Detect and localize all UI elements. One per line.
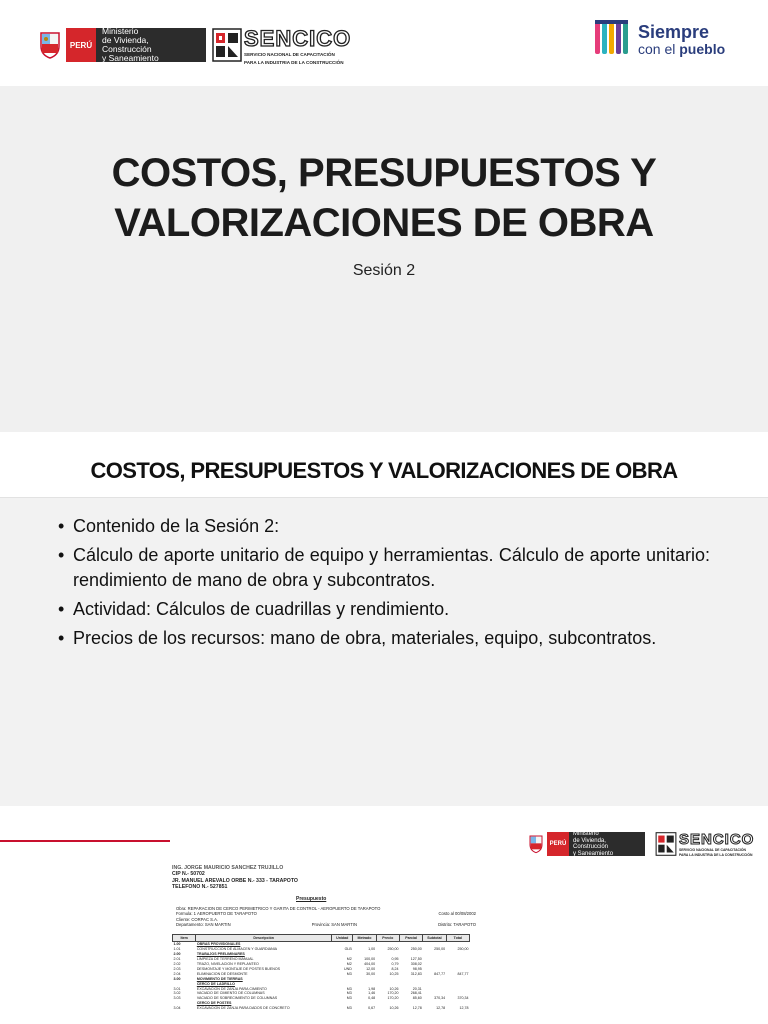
cell-item: 2.00 [173,952,181,957]
coat-of-arms-icon [528,834,544,854]
budget-table-body [173,942,470,1011]
cell-item: 3.02 [173,991,181,996]
ministry-line: de Vivienda, Construcción [102,35,152,54]
cell-unit: GLB [344,947,352,952]
title-line: VALORIZACIONES DE OBRA [114,201,654,245]
sencico-subtitle: PARA LA INDUSTRIA DE LA CONSTRUCCIÓN [679,853,753,857]
info-row [176,922,476,927]
tagline-part-bold: pueblo [679,40,726,57]
slide-title: COSTOS, PRESUPUESTOS Y VALORIZACIONES DE OBRA [90,458,678,483]
cell-description: TRAZO, NIVELACION Y REPLANTEO [196,962,259,967]
cell-total: 250,00 [457,947,469,952]
header-accent-line [0,840,170,842]
column-header: Unidad [332,935,353,942]
ministry-line: Ministerio [102,26,139,36]
cell-parcial: 85,60 [412,996,422,1001]
engineer-name: ING. JORGE MAURICIO SANCHEZ TRUJILLO [172,865,284,871]
session-subtitle: Sesión 2 [352,262,416,279]
cell-description: EXCAVACION DE ZANJA PARA DADOS DE CONCRETO [196,1006,290,1011]
cell-precio: 10,26 [389,986,399,991]
cell-unit: M3 [346,971,352,976]
peru-label: PERÚ [547,832,569,856]
sencico-mark-icon [212,28,242,62]
siempre-tagline [638,42,725,56]
ministry-logo [528,832,645,856]
project-info [176,906,476,927]
cell-metrado: 404,00 [364,962,376,967]
cell-metrado: 30,00 [366,971,376,976]
ministry-line: de Vivienda, Construcción [573,837,609,850]
sencico-wordmark: SENCICO [244,26,352,51]
sencico-text [244,28,351,65]
cell-metrado: 0,67 [368,1006,376,1011]
title-line: COSTOS, PRESUPUESTOS Y [111,151,657,195]
column-header: Precio [376,935,399,942]
cell-description: VACIADO DE CIMIENTO DE COLUMNAS [196,991,265,996]
cell-unit: M3 [346,986,352,991]
column-header: Parcial [399,935,422,942]
cell-metrado: 1,46 [368,991,376,996]
cell-unit: M2 [346,962,352,967]
cell-subtotal: 250,00 [434,947,446,952]
obra-label: Obra: REPARACION DE CERCO PERIMETRICO Y GARITA DE CONTROL - AEROPUERTO DE TARAPOTO [176,906,381,911]
costo-label: Costo al 00/08/2002 [438,911,476,917]
budget-document [172,865,476,1011]
cell-description: DESMONTAJE Y MONTAJE DE POSTES BUENOS [196,966,281,971]
cell-precio: 170,20 [387,996,399,1001]
ministry-line: Ministerio [573,831,599,837]
slide-body [0,498,768,806]
bullet-item: • Precios de los recursos: mano de obra, materiales, equipo, subcontratos. [58,626,710,651]
sencico-subtitle: SERVICIO NACIONAL DE CAPACITACIÓN [679,848,746,852]
cell-item: 2.01 [173,957,181,962]
cell-precio: 0,95 [391,957,399,962]
cell-precio: 10,26 [389,1006,399,1011]
siempre-word: Siempre [638,21,710,42]
cell-parcial: 20,31 [412,986,422,991]
cell-unit: M2 [346,957,352,962]
sencico-wordmark: SENCICO [679,831,755,848]
cell-item: 1.00 [173,942,181,947]
phone: TELEFONO N.- 527851 [172,884,228,891]
cell-item: 2.03 [173,966,181,971]
address: JR. MANUEL AREVALO ORBE N.- 333 - TARAPOTO [172,877,298,884]
provincia-label: Provincia: SAN MARTIN [311,921,357,927]
ministry-logo [38,28,206,62]
cell-unit: M3 [346,1006,352,1011]
ministry-line: y Saneamiento [573,850,614,857]
cliente-label: Cliente: CORPAC S.A. [176,916,219,922]
cell-subtotal: 370,34 [434,996,446,1001]
cell-parcial: 250,00 [410,947,422,952]
cell-total: 370,34 [457,996,469,1001]
table-header-row [173,935,470,942]
cell-item: 3.01 [173,986,181,991]
ministry-name [569,832,645,856]
cell-metrado: 1,00 [368,947,376,952]
cell-description: EXCAVACION DE ZANJA PARA CIMIENTO [196,986,267,991]
siempre-text [638,23,725,56]
presentation-title [0,148,768,248]
cell-parcial: 268,41 [410,991,422,996]
coat-of-arms-icon [38,30,62,60]
cell-precio: 0,79 [391,962,399,967]
cell-item: 3.00 [173,976,181,981]
sencico-logo [212,28,351,65]
cell-subtotal: 847,77 [434,971,446,976]
cell-total: 12,78 [459,1006,469,1011]
column-header: Subtotal [423,935,446,942]
cell-item: 3.03 [173,996,181,1001]
people-figures-icon [594,18,632,60]
cell-unit: UND [344,966,352,971]
cell-description: CONSTRUCCION DE ALMACEN Y GUARDIANIA [196,947,277,952]
cell-description: CERCO DE LADRILLO [196,981,235,986]
cell-parcial: 127,50 [410,957,422,962]
cell-unit: M3 [346,991,352,996]
cell-metrado: 0,48 [368,996,376,1001]
sencico-text [679,832,754,857]
cell-precio: 170,20 [387,991,399,996]
cell-parcial: 312,83 [410,971,422,976]
cell-precio: 8,24 [391,966,399,971]
table-row [173,1006,470,1011]
departamento-label: Departamento: SAN MARTIN [176,921,231,927]
cell-item: 2.02 [173,962,181,967]
cell-parcial: 308,02 [410,962,422,967]
cell-precio: 10,25 [389,971,399,976]
cell-item: 1.01 [173,947,181,952]
distrito-label: Distrito: TARAPOTO [438,921,476,927]
sencico-mark-icon [655,832,677,856]
bullet-list [58,514,710,655]
slide-budget [0,806,768,1024]
column-header: Descripción [196,935,332,942]
peru-label: PERÚ [66,28,96,62]
column-header: Total [446,935,469,942]
bullet-item: • Contenido de la Sesión 2: [58,514,710,539]
document-heading: Presupuesto [296,896,327,902]
cell-parcial: 12,78 [412,1006,422,1011]
cell-metrado: 100,00 [364,957,376,962]
cell-description: CERCO DE POSTES [196,1001,232,1006]
slide-header [0,432,768,498]
cell-description: ELIMINACION DE DESMONTE [196,971,248,976]
ministry-name [96,28,206,62]
siempre-logo [594,18,725,60]
ministry-line: y Saneamiento [102,53,159,63]
cell-description: TRABAJOS PRELIMINARES [196,952,245,957]
cell-subtotal: 12,78 [436,1006,446,1011]
formula-label: Formula: 1 AEROPUERTO DE TARAPOTO [176,911,257,917]
bullet-item: • Actividad: Cálculos de cuadrillas y rendimiento. [58,597,710,622]
column-header: Item [173,935,196,942]
slide-header [0,0,768,86]
cell-parcial: 98,95 [412,966,422,971]
cell-item: 2.04 [173,971,181,976]
sencico-subtitle: SERVICIO NACIONAL DE CAPACITACIÓN [244,52,335,57]
cell-item: 3.04 [173,1006,181,1011]
cell-metrado: 1,98 [368,986,376,991]
cell-description: MOVIMIENTO DE TIERRAS [196,976,243,981]
column-header: Metrado [353,935,376,942]
sencico-subtitle: PARA LA INDUSTRIA DE LA CONSTRUCCIÓN [244,59,344,65]
slide-content [0,432,768,806]
cell-precio: 250,00 [387,947,399,952]
cell-total: 847,77 [457,971,469,976]
cell-description: LIMPIEZA DE TERRENO MANUAL [196,957,254,962]
sencico-logo [655,832,754,857]
cell-description: OBRAS PROVISIONALES [196,942,241,947]
bullet-item: • Cálculo de aporte unitario de equipo y herramientas. Cálculo de aporte unitario: rendimiento de mano de obra y subcontratos. [58,543,710,593]
slide-title [0,0,768,432]
cell-description: VACIADO DE SOBRECIMIENTO DE COLUMNAS [196,996,278,1001]
cell-metrado: 12,00 [366,966,376,971]
slide-body [0,86,768,432]
budget-table [172,934,470,1011]
cip-number: CIP N.- 50702 [172,871,205,878]
tagline-part: con el [638,40,676,57]
cell-unit: M3 [346,996,352,1001]
